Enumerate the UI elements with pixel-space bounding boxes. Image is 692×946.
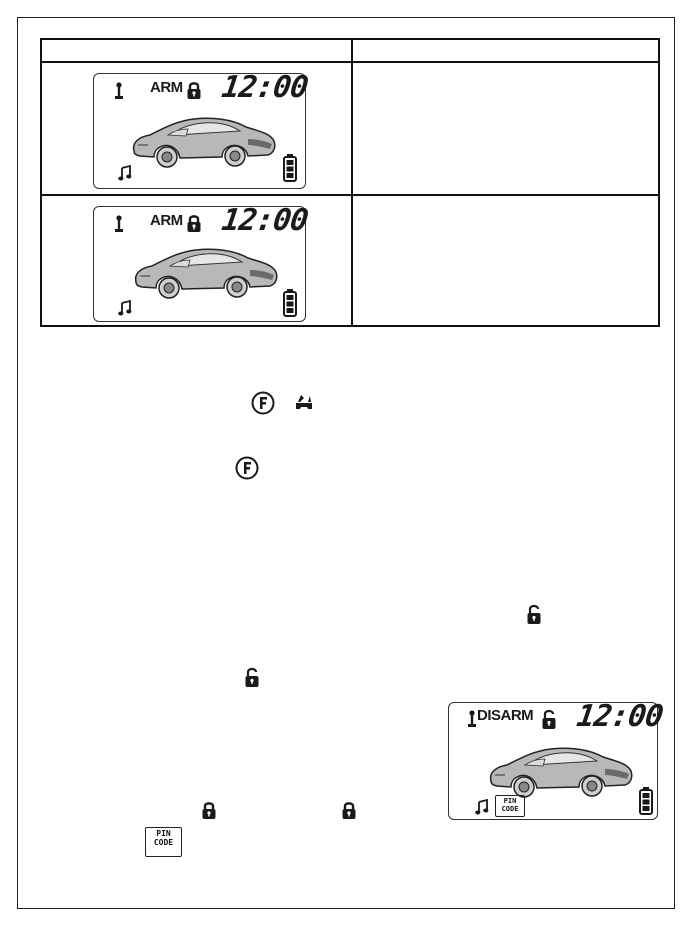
car-icon — [128, 109, 278, 169]
music-note-icon — [118, 300, 132, 316]
music-note-icon — [475, 799, 489, 815]
code-label: CODE — [501, 805, 519, 813]
unlock-icon — [244, 666, 260, 688]
lcd-mode-text: ARM — [150, 212, 183, 229]
battery-icon — [283, 154, 297, 182]
lcd-clock: 12:00 — [574, 699, 665, 734]
lock-icon — [341, 800, 357, 820]
f-button-icon — [251, 391, 275, 415]
lock-icon — [201, 800, 217, 820]
battery-icon — [283, 289, 297, 317]
code-label: CODE — [153, 838, 174, 847]
table-row-divider — [42, 194, 658, 196]
pin-code-icon — [495, 795, 525, 817]
unlock-icon — [541, 708, 557, 730]
antenna-icon — [114, 215, 124, 233]
lcd-display-disarm — [448, 699, 665, 820]
pin-label: PIN — [156, 829, 171, 838]
battery-icon — [639, 787, 653, 815]
lcd-clock: 12:00 — [219, 70, 310, 105]
music-note-icon — [118, 165, 132, 181]
lcd-mode-text: DISARM — [477, 707, 534, 724]
pin-code-icon — [145, 827, 182, 857]
f-button-icon — [235, 456, 259, 480]
unlock-icon — [526, 603, 542, 625]
table-header-divider — [42, 61, 658, 63]
lcd-mode-text: ARM — [150, 79, 183, 96]
car-icon — [130, 240, 280, 300]
lock-icon — [186, 80, 202, 100]
lcd-clock: 12:00 — [219, 203, 310, 238]
lock-icon — [186, 213, 202, 233]
antenna-icon — [467, 710, 477, 728]
pin-label: PIN — [503, 797, 517, 805]
display-table — [40, 38, 660, 327]
antenna-icon — [114, 82, 124, 100]
trunk-icon — [294, 393, 314, 413]
lcd-display-row1 — [93, 70, 310, 189]
car-icon — [485, 739, 635, 799]
table-column-divider — [351, 40, 353, 325]
lcd-display-row2 — [93, 203, 310, 322]
